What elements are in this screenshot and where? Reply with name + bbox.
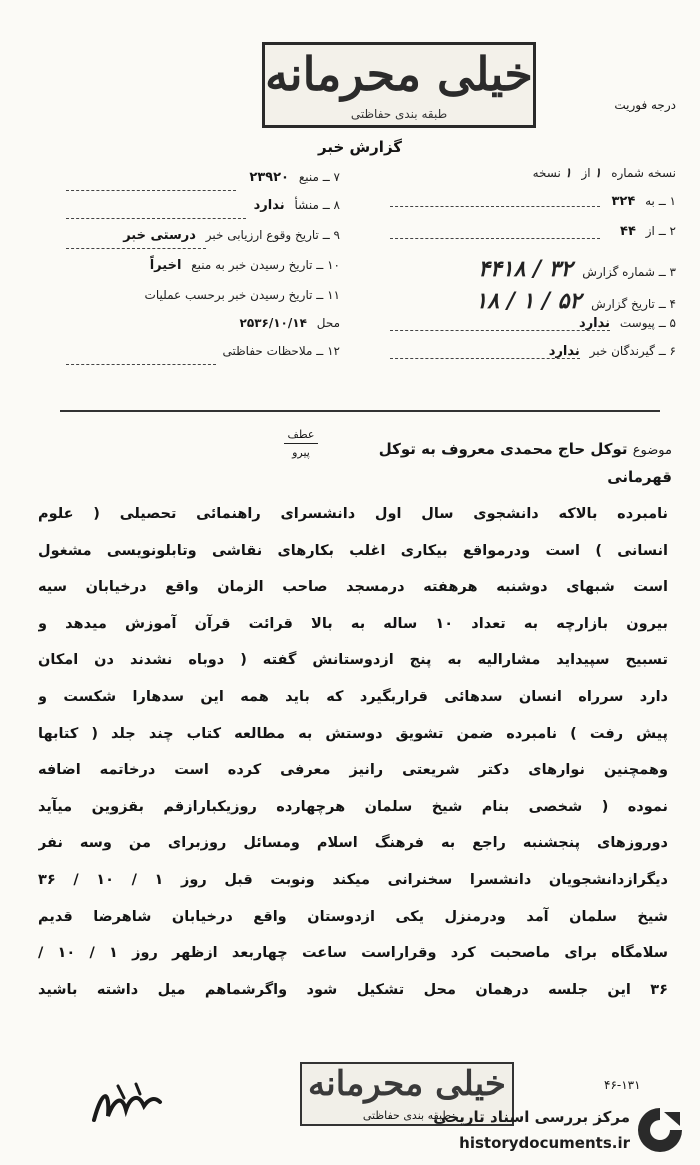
- dotted-rule: [66, 248, 206, 249]
- dotted-rule: [66, 190, 236, 191]
- body-line: دوروزهای پنجشنبه راجع به فرهنگ اسلام ومسائل روزبرای من وسه نفر: [38, 835, 668, 852]
- field-report-number: [478, 256, 676, 282]
- bottom-stamp-subtitle: طبقه بندی حفاظتی: [362, 1109, 452, 1122]
- subject-label: موضوع: [632, 443, 672, 458]
- body-line: انسانی ) است ودرمواقع بیکاری اغلب بکارهای نقاشی وتابلونویسی مشغول: [38, 542, 668, 559]
- field-label: محل: [316, 316, 340, 330]
- field-label: ۱۲ ــ ملاحظات حفاظتی: [222, 344, 340, 358]
- dotted-rule: [390, 206, 600, 207]
- field-recipients: [549, 344, 676, 359]
- field-value: اخیراً: [149, 258, 182, 273]
- copy-number-line: [533, 166, 676, 181]
- dotted-rule: [66, 364, 216, 365]
- reference-label: عطف: [287, 428, 315, 441]
- field-value: ۴۴: [620, 224, 636, 239]
- page-number: ۴۶-۱۳۱: [604, 1078, 641, 1092]
- copy-end: نسخه: [532, 166, 561, 180]
- watermark-text: مرکز بررسی اسناد تاریخی: [433, 1108, 630, 1126]
- body-line: تسبیح سپیداید مشارالیه به پنج ازدوستانش گفته ( دوباه نشدند دن امکان: [38, 652, 668, 669]
- copy-mid: از: [581, 166, 591, 180]
- field-operation-date: [145, 288, 340, 302]
- field-value: ۲۵۳۶/۱۰/۱۴: [239, 316, 307, 330]
- field-label: ۶ ــ گیرندگان خبر: [589, 344, 676, 358]
- body-line: شیخ سلمان آمد ودرمنزل یکی ازدوستان واقع درخیابان شاهرضا قدیم: [38, 908, 668, 925]
- body-line: پیش رفت ) نامبرده ضمن تشویق دوستش به مطالعه کتاب چند جلد ( کتابها: [38, 725, 668, 742]
- reference-bracket: [284, 428, 318, 459]
- copy-no: ۱: [594, 166, 602, 181]
- body-line: نموده ( شخصی بنام شیخ سلمان هرچهارده روزیکبارازقم بقزوین میآید: [38, 798, 668, 815]
- stamp-subtitle: طبقه بندی حفاظتی: [350, 107, 448, 121]
- priority-label: درجه فوریت: [614, 98, 676, 112]
- field-label: ۱ ــ به: [645, 194, 676, 208]
- field-extra: درستی خبر: [123, 228, 196, 243]
- follow-label: پیرو: [292, 446, 310, 459]
- field-location: [240, 316, 340, 330]
- field-value: ۳۲۴: [611, 194, 636, 209]
- field-label: ۱۰ ــ تاریخ رسیدن خبر به منبع: [191, 258, 340, 272]
- field-attachment: [579, 316, 676, 331]
- field-value: ۳۲ / ۴۴۱۸: [478, 256, 573, 282]
- field-label: ۴ ــ تاریخ گزارش: [591, 297, 676, 311]
- field-value: ندارد: [579, 316, 611, 331]
- field-to: [611, 194, 676, 209]
- subject: [352, 436, 672, 490]
- subject-text-2: قهرمانی: [607, 468, 672, 486]
- dotted-rule: [390, 330, 610, 331]
- report-body: [38, 496, 668, 1008]
- body-line: است شبهای دوشنبه هرهفته درمسجد صاحب الزمان واقع درخیابان سیه: [38, 579, 668, 596]
- watermark-url: historydocuments.ir: [459, 1134, 630, 1152]
- field-value: ارزیابی خبر: [205, 228, 263, 242]
- field-label: ۸ ــ منشأ: [294, 198, 340, 212]
- field-label: ۱۱ ــ تاریخ رسیدن خبر برحسب عملیات: [144, 288, 340, 302]
- archive-logo-icon: [634, 1104, 686, 1156]
- body-line: وهمچنین نوارهای دکتر شریعتی رانیز معرفی کرده است درخاتمه اضافه: [38, 762, 668, 779]
- stamp-title: خیلی محرمانه: [265, 47, 533, 101]
- field-label: ۳ ــ شماره گزارش: [582, 265, 676, 279]
- copy-label: نسخه شماره: [611, 166, 676, 180]
- field-label: ۷ ــ منبع: [298, 170, 340, 184]
- field-occurrence-date: [123, 228, 340, 243]
- field-report-date: [475, 288, 676, 314]
- field-label: ۵ ــ پیوست: [619, 316, 676, 330]
- section-divider: [60, 410, 660, 412]
- body-line: ۳۶ این جلسه درهمان محل تشکیل شود واگرشماهم میل داشته باشید: [38, 981, 668, 998]
- signature-icon: [88, 1080, 178, 1128]
- field-value: ۲۳۹۲۰: [249, 170, 289, 185]
- field-value: ۵۲ / ۱ / ۱۸: [475, 288, 582, 314]
- body-line: دیگرازدانشجویان دانشسرا سخنرانی میکند ونوبت قبل روز ۱ / ۱۰ / ۳۶: [38, 871, 668, 888]
- field-label: ۲ ــ از: [645, 224, 676, 238]
- report-title: گزارش خبر: [317, 138, 403, 156]
- dotted-rule: [390, 238, 600, 239]
- right-fields: [360, 160, 676, 370]
- field-label: ۹ ــ تاریخ وقوع: [266, 228, 340, 242]
- copy-total: ۱: [564, 166, 572, 181]
- field-from: [620, 224, 676, 239]
- dotted-rule: [66, 218, 246, 219]
- body-line: دارد سرراه انسان سدهائی قراربگیرد که باید همه این سدهارا شکست و: [38, 688, 668, 705]
- body-line: بیرون بازارچه به تعداد ۱۰ ساله به بالا قرائت قرآن آموزش میدهد و: [38, 615, 668, 632]
- classification-stamp: [262, 42, 536, 128]
- left-fields: [40, 170, 340, 360]
- field-arrival-date: [150, 258, 340, 273]
- field-value: ندارد: [548, 344, 580, 359]
- dotted-rule: [390, 358, 580, 359]
- bottom-stamp-title: خیلی محرمانه: [308, 1064, 506, 1104]
- field-source: [249, 170, 340, 185]
- body-line: سلامگاه برای ماصحبت کرد وقراراست ساعت چهاربعد ازظهر روز ۱ / ۱۰ /: [38, 945, 668, 962]
- body-line: نامبرده بالاکه دانشجوی سال اول دانشسرای راهنمائی تحصیلی ( علوم: [38, 506, 668, 522]
- field-security-notes: [223, 344, 341, 358]
- subject-text-1: توکل حاج محمدی معروف به توکل: [378, 440, 628, 458]
- field-origin: [254, 198, 340, 213]
- field-value: ندارد: [253, 198, 285, 213]
